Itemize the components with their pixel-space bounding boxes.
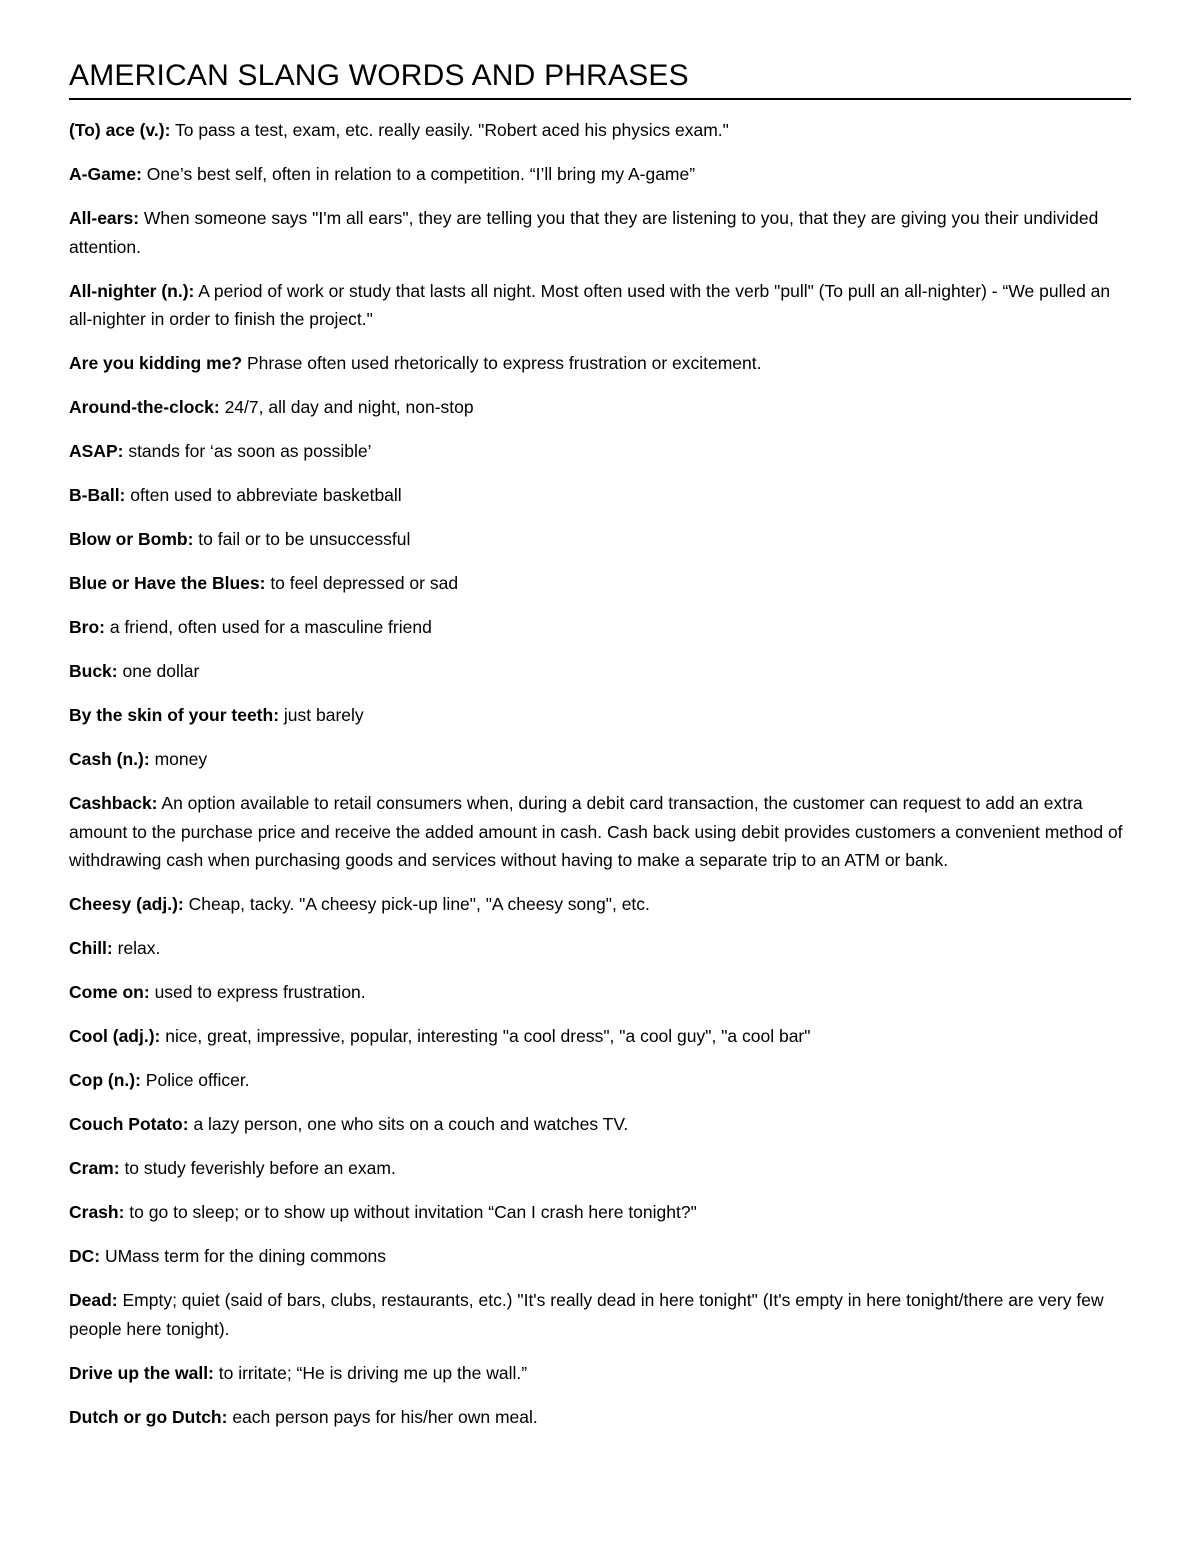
entry-definition: Phrase often used rhetorically to express frustration or excitement. xyxy=(242,353,762,373)
entry-definition: nice, great, impressive, popular, interesting "a cool dress", "a cool guy", "a cool bar" xyxy=(160,1026,811,1046)
glossary-entry xyxy=(69,277,1131,334)
glossary-entry xyxy=(69,890,1131,919)
glossary-entry xyxy=(69,204,1131,261)
entry-definition: often used to abbreviate basketball xyxy=(125,485,402,505)
glossary-entry xyxy=(69,1198,1131,1227)
glossary-entry xyxy=(69,613,1131,642)
entry-term: By the skin of your teeth: xyxy=(69,705,280,725)
entry-term: Crash: xyxy=(69,1202,125,1222)
glossary-entry xyxy=(69,116,1131,145)
glossary-entry xyxy=(69,789,1131,875)
glossary-entry xyxy=(69,978,1131,1007)
glossary-entry xyxy=(69,1403,1131,1432)
entry-term: Couch Potato: xyxy=(69,1114,189,1134)
page-title: AMERICAN SLANG WORDS AND PHRASES xyxy=(69,58,1131,100)
glossary-entry xyxy=(69,1286,1131,1343)
entry-definition: UMass term for the dining commons xyxy=(100,1246,387,1266)
entry-term: Dead: xyxy=(69,1290,118,1310)
glossary-entry xyxy=(69,160,1131,189)
entry-definition: To pass a test, exam, etc. really easily. "Robert aced his physics exam." xyxy=(170,120,729,140)
entry-definition: Cheap, tacky. "A cheesy pick-up line", "A cheesy song", etc. xyxy=(183,894,650,914)
glossary-entry xyxy=(69,1022,1131,1051)
glossary-entry xyxy=(69,701,1131,730)
entry-definition: A period of work or study that lasts all night. Most often used with the verb "pull" (To pull an all-nighter) - “We pulled an all-nighter in order to finish the project." xyxy=(69,280,1111,329)
entry-definition: Police officer. xyxy=(140,1070,250,1090)
entry-definition: money xyxy=(149,749,208,769)
glossary-entry xyxy=(69,481,1131,510)
entry-term: Dutch or go Dutch: xyxy=(69,1406,228,1427)
glossary-entry xyxy=(69,1110,1131,1139)
glossary-list xyxy=(69,116,1131,1431)
entry-term: Cheesy (adj.): xyxy=(69,894,184,914)
glossary-entry xyxy=(69,525,1131,554)
glossary-entry xyxy=(69,393,1131,422)
glossary-entry xyxy=(69,1154,1131,1183)
entry-term: Drive up the wall: xyxy=(69,1362,214,1383)
entry-definition: to go to sleep; or to show up without invitation “Can I crash here tonight?" xyxy=(124,1202,697,1222)
entry-definition: One’s best self, often in relation to a competition. “I’ll bring my A-game” xyxy=(141,164,696,184)
entry-term: Cashback: xyxy=(69,793,158,813)
entry-definition: one dollar xyxy=(117,661,200,681)
entry-term: All-ears: xyxy=(69,208,140,228)
entry-term: Cool (adj.): xyxy=(69,1026,161,1046)
entry-term: Around-the-clock: xyxy=(69,397,220,417)
entry-definition: to study feverishly before an exam. xyxy=(119,1158,396,1178)
entry-definition: stands for ‘as soon as possible’ xyxy=(123,441,372,461)
entry-definition: Empty; quiet (said of bars, clubs, restaurants, etc.) "It's really dead in here tonight" (It's empty in here tonight/there are very few people here tonight). xyxy=(69,1290,1104,1339)
entry-definition: to feel depressed or sad xyxy=(265,573,459,593)
glossary-entry xyxy=(69,1066,1131,1095)
entry-term: B-Ball: xyxy=(69,485,126,505)
entry-definition: 24/7, all day and night, non-stop xyxy=(219,397,474,417)
entry-term: A-Game: xyxy=(69,164,142,184)
glossary-entry xyxy=(69,1359,1131,1388)
entry-definition: to irritate; “He is driving me up the wall.” xyxy=(213,1362,528,1383)
entry-term: Cram: xyxy=(69,1158,120,1178)
glossary-entry xyxy=(69,657,1131,686)
entry-term: All-nighter (n.): xyxy=(69,280,195,301)
glossary-entry xyxy=(69,745,1131,774)
entry-definition: a lazy person, one who sits on a couch and watches TV. xyxy=(188,1114,629,1134)
entry-term: Chill: xyxy=(69,938,113,958)
glossary-entry xyxy=(69,437,1131,466)
entry-definition: used to express frustration. xyxy=(149,982,366,1002)
entry-term: Come on: xyxy=(69,982,150,1002)
entry-term: DC: xyxy=(69,1246,101,1266)
entry-term: Are you kidding me? xyxy=(69,353,243,373)
entry-term: ASAP: xyxy=(69,441,124,461)
document-page xyxy=(69,58,1131,1447)
glossary-entry xyxy=(69,934,1131,963)
entry-definition: When someone says "I'm all ears", they are telling you that they are listening to you, that they are giving you their undivided attention. xyxy=(69,208,1099,257)
entry-definition: just barely xyxy=(279,705,364,725)
entry-definition: to fail or to be unsuccessful xyxy=(193,529,411,549)
entry-term: Bro: xyxy=(69,617,105,637)
entry-term: (To) ace (v.): xyxy=(69,120,171,140)
entry-definition: relax. xyxy=(112,938,161,958)
glossary-entry xyxy=(69,349,1131,378)
entry-term: Cash (n.): xyxy=(69,749,150,769)
entry-definition: each person pays for his/her own meal. xyxy=(227,1406,538,1427)
entry-term: Cop (n.): xyxy=(69,1070,141,1090)
entry-definition: a friend, often used for a masculine friend xyxy=(104,617,432,637)
entry-term: Buck: xyxy=(69,661,118,681)
entry-definition: An option available to retail consumers when, during a debit card transaction, the customer can request to add an extra amount to the purchase price and receive the added amount in cash. Cash back using debit provides customers a convenient method of withdrawing cash when purchasing goods and services without having to make a separate trip to an ATM or bank. xyxy=(69,793,1123,870)
entry-term: Blue or Have the Blues: xyxy=(69,573,266,593)
glossary-entry xyxy=(69,569,1131,598)
entry-term: Blow or Bomb: xyxy=(69,529,194,549)
glossary-entry xyxy=(69,1242,1131,1271)
